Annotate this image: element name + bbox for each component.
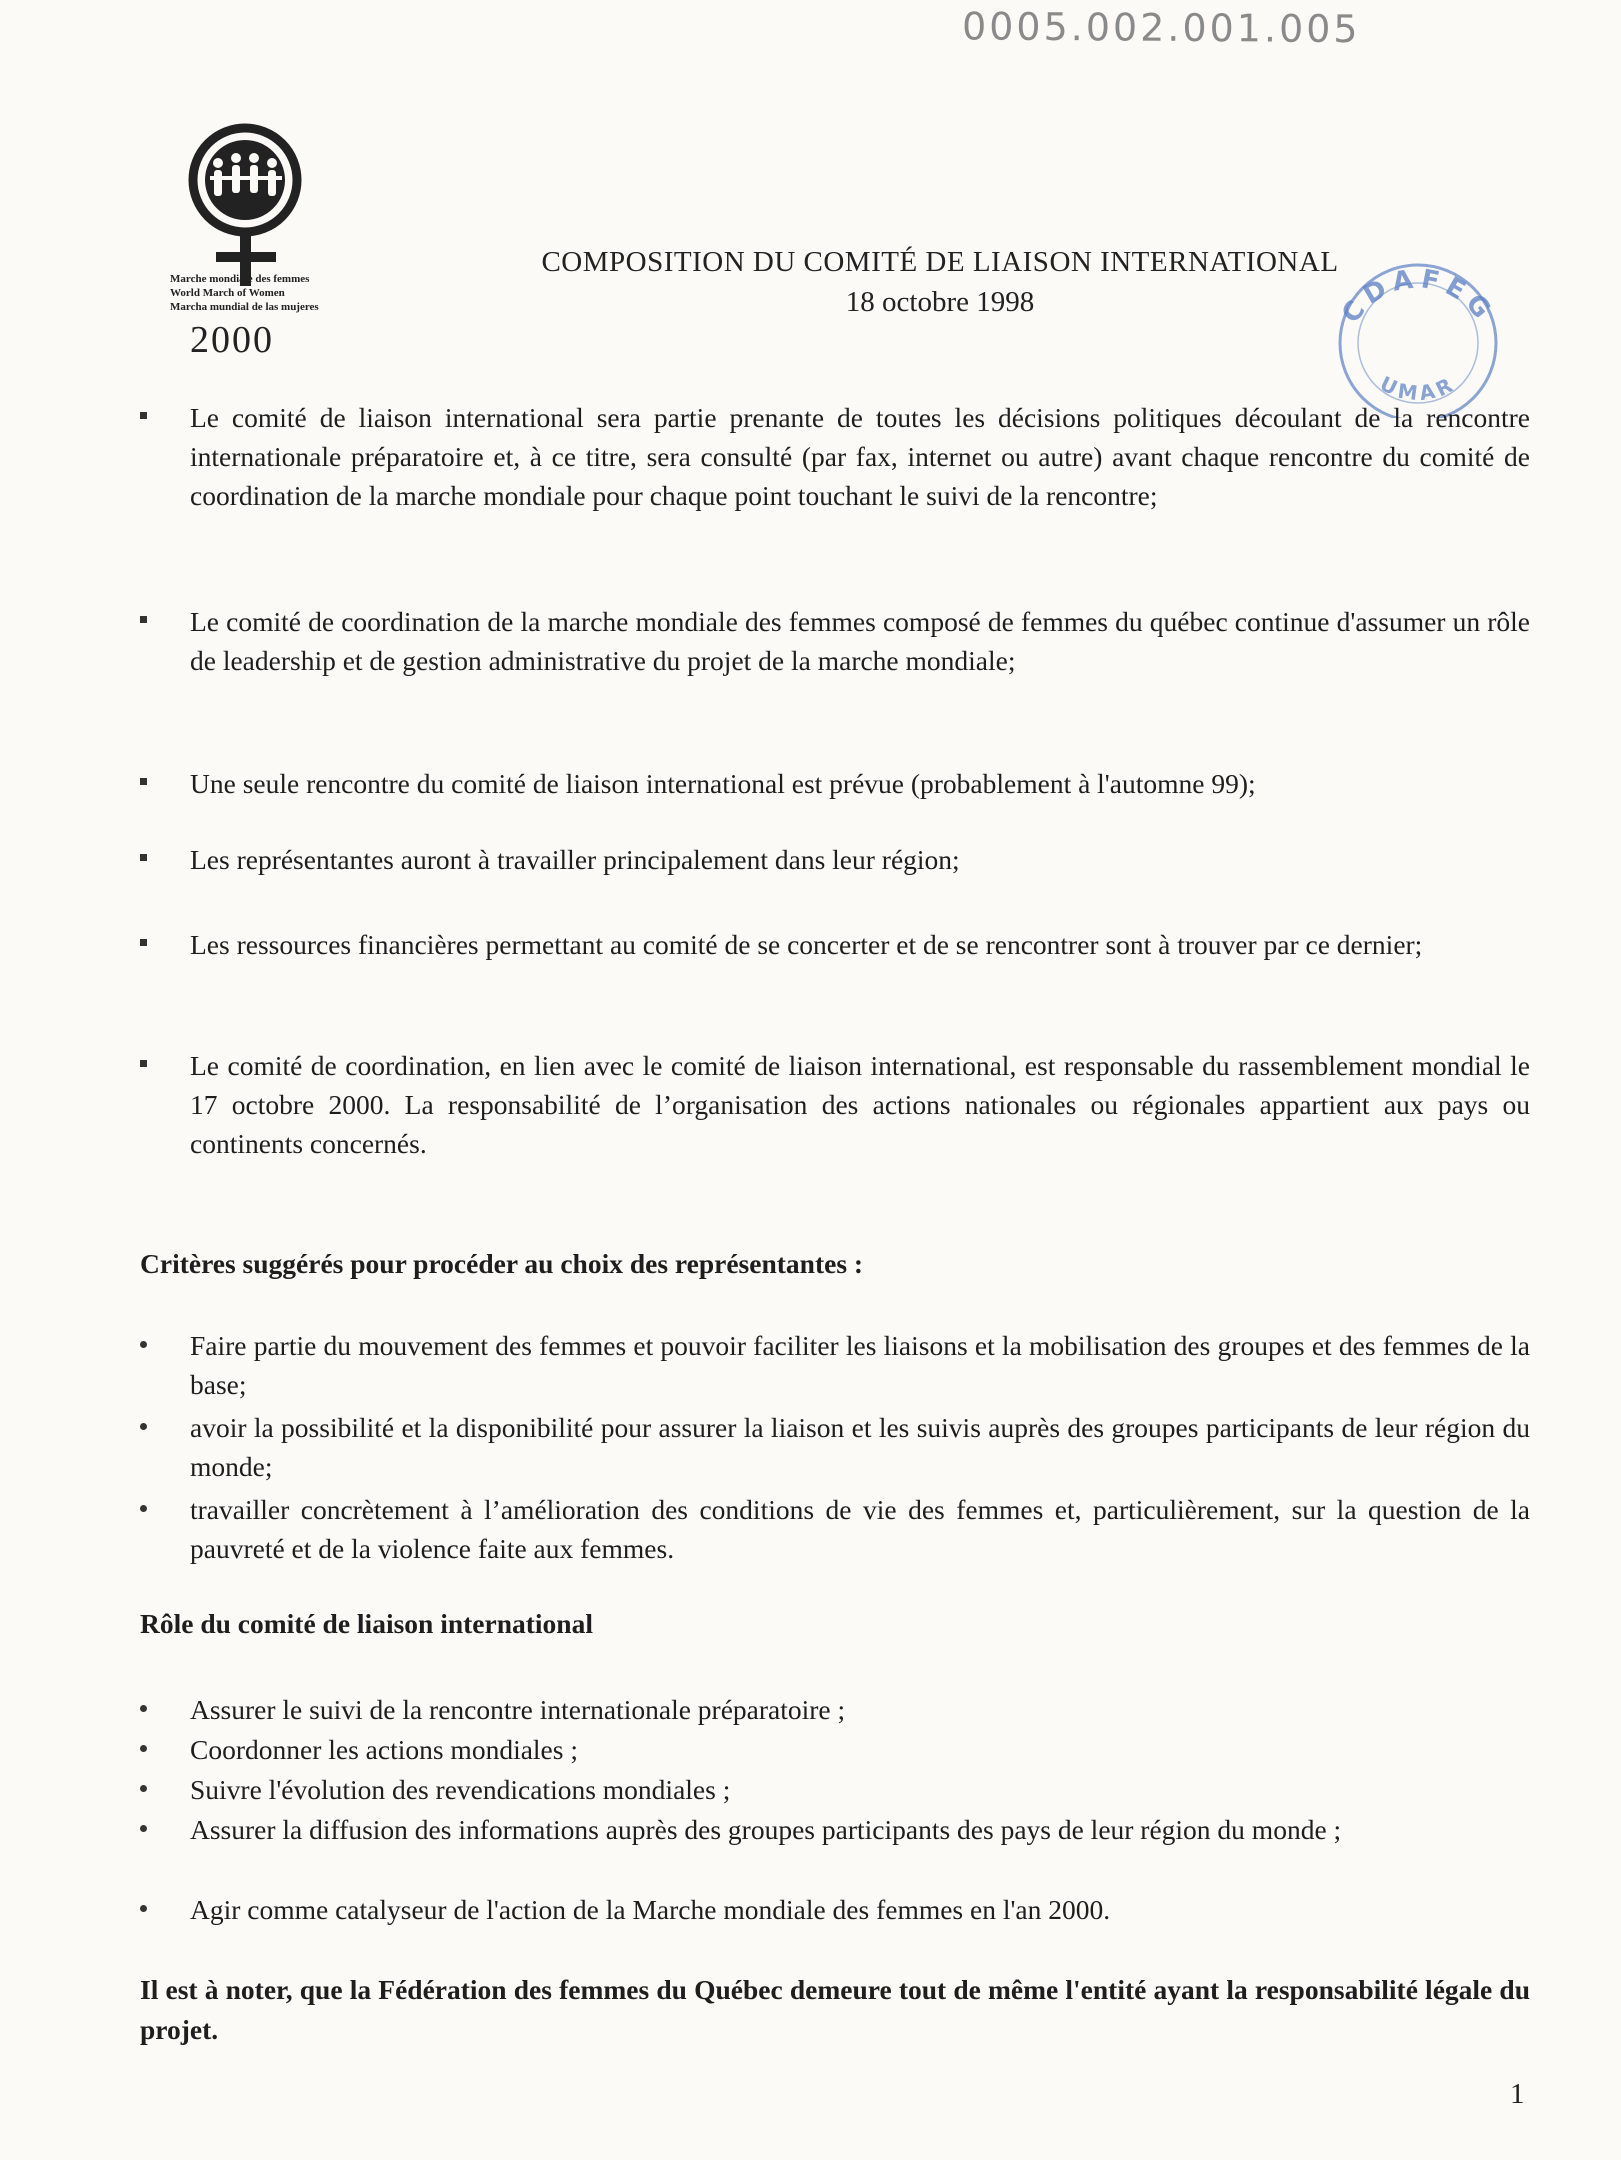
page-number: 1 <box>1510 2078 1525 2110</box>
stamp-top-text: CDAFEG <box>1336 263 1500 329</box>
round-bullet-icon <box>140 1341 147 1348</box>
list-item <box>140 398 1530 515</box>
document-title: COMPOSITION DU COMITÉ DE LIAISON INTERNATIONAL <box>541 246 1339 278</box>
cdafeg-stamp <box>1318 248 1518 418</box>
list-item <box>140 1408 1530 1486</box>
round-bullet-icon <box>140 1423 147 1430</box>
criteria-text: travailler concrètement à l’amélioration des conditions de vie des femmes et, particulièrement, sur la question de la pauvreté et de la violence faite aux femmes. <box>190 1494 1530 1564</box>
logo-line-fr: Marche mondiale des femmes <box>170 273 310 285</box>
point-text: Le comité de liaison international sera partie prenante de toutes les décisions politiques découlant de la rencontre internationale préparatoire et, à ce titre, sera consulté (par fax, internet ou autre) avant chaque rencontre du comité de coordination de la marche mondiale pour chaque point touchant le suivi de la rencontre; <box>190 402 1530 511</box>
list-item <box>140 1046 1530 1163</box>
criteria-heading: Critères suggérés pour procéder au choix des représentantes : <box>140 1248 864 1279</box>
round-bullet-icon <box>140 1905 147 1912</box>
role-heading: Rôle du comité de liaison international <box>140 1608 593 1639</box>
square-bullet-icon <box>140 616 147 623</box>
stamp-bottom-text: UMAR <box>1376 371 1460 406</box>
list-item <box>140 1770 1530 1809</box>
list-item <box>140 840 1530 879</box>
point-text: Une seule rencontre du comité de liaison international est prévue (probablement à l'automne 99); <box>190 768 1256 799</box>
square-bullet-icon <box>140 854 147 861</box>
document-date: 18 octobre 1998 <box>845 286 1035 318</box>
legal-note: Il est à noter, que la Fédération des femmes du Québec demeure tout de même l'entité ayant la responsabilité légale du projet. <box>140 1974 1530 2045</box>
logo-line-es: Marcha mundial de las mujeres <box>170 301 319 313</box>
square-bullet-icon <box>140 1060 147 1067</box>
logo-caption <box>170 272 320 314</box>
round-bullet-icon <box>140 1745 147 1752</box>
role-text: Agir comme catalyseur de l'action de la Marche mondiale des femmes en l'an 2000. <box>190 1894 1111 1925</box>
square-bullet-icon <box>140 778 147 785</box>
round-bullet-icon <box>140 1825 147 1832</box>
square-bullet-icon <box>140 939 147 946</box>
list-item <box>140 1690 1530 1729</box>
role-text: Assurer la diffusion des informations auprès des groupes participants des pays de leur région du monde ; <box>190 1814 1342 1845</box>
role-text: Suivre l'évolution des revendications mondiales ; <box>190 1774 731 1805</box>
point-text: Le comité de coordination, en lien avec le comité de liaison international, est responsable du rassemblement mondial le 17 octobre 2000. La responsabilité de l’organisation des actions nationales ou régionales appartient aux pays ou continents concernés. <box>190 1050 1530 1159</box>
list-item <box>140 764 1530 803</box>
logo-line-en: World March of Women <box>170 287 285 299</box>
round-bullet-icon <box>140 1785 147 1792</box>
list-item <box>140 1810 1530 1849</box>
round-bullet-icon <box>140 1705 147 1712</box>
square-bullet-icon <box>140 412 147 419</box>
list-item <box>140 925 1530 964</box>
role-text: Coordonner les actions mondiales ; <box>190 1734 578 1765</box>
role-text: Assurer le suivi de la rencontre internationale préparatoire ; <box>190 1694 846 1725</box>
point-text: Les représentantes auront à travailler principalement dans leur région; <box>190 844 960 875</box>
criteria-text: avoir la possibilité et la disponibilité pour assurer la liaison et les suivis auprès des groupes participants de leur région du monde; <box>190 1412 1530 1482</box>
handwritten-reference-number: 0005.002.001.005 <box>961 4 1361 52</box>
list-item <box>140 1730 1530 1769</box>
list-item <box>140 602 1530 680</box>
list-item <box>140 1490 1530 1568</box>
svg-text:CDAFEG <box>1336 264 1500 329</box>
list-item <box>140 1326 1530 1404</box>
round-bullet-icon <box>140 1505 147 1512</box>
logo-year: 2000 <box>190 319 274 361</box>
criteria-text: Faire partie du mouvement des femmes et pouvoir faciliter les liaisons et la mobilisation des groupes et des femmes de la base; <box>190 1330 1530 1400</box>
point-text: Les ressources financières permettant au comité de se concerter et de se rencontrer sont à trouver par ce dernier; <box>190 929 1423 960</box>
list-item <box>140 1890 1530 1929</box>
point-text: Le comité de coordination de la marche mondiale des femmes composé de femmes du québec continue d'assumer un rôle de leadership et de gestion administrative du projet de la marche mondiale; <box>190 606 1530 676</box>
